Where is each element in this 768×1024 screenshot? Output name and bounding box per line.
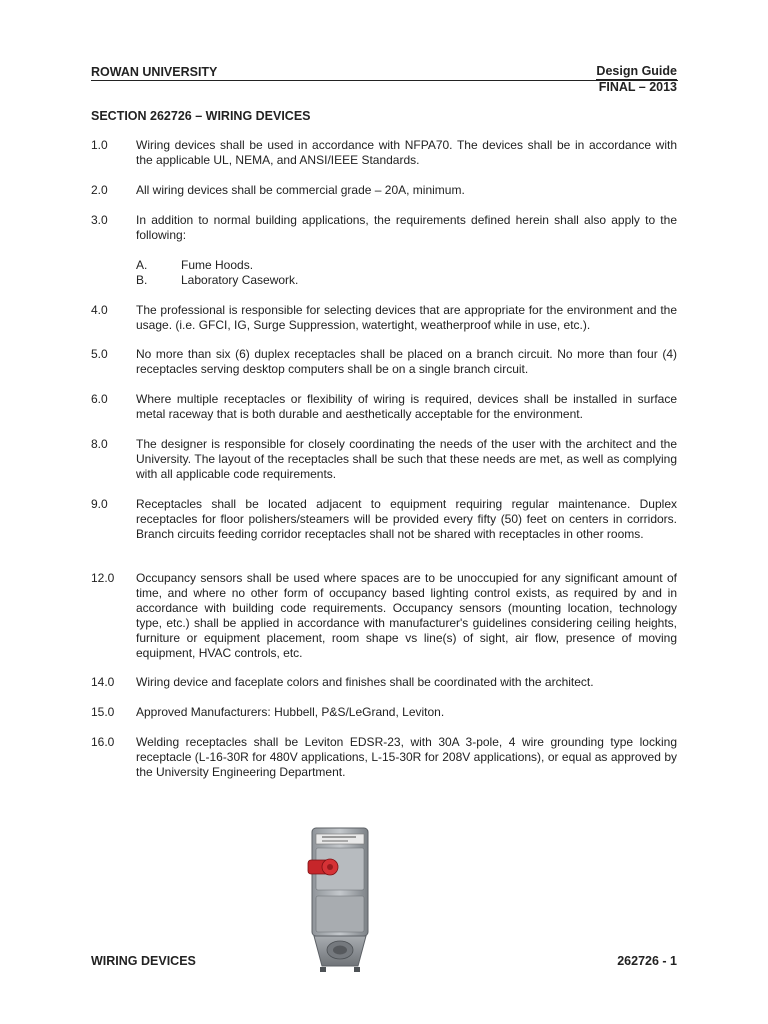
item-number: 2.0 — [91, 183, 108, 197]
list-item — [91, 213, 677, 243]
list-item — [91, 347, 677, 377]
sub-item-letter: B. — [136, 273, 148, 287]
list-item — [91, 303, 677, 333]
item-number: 3.0 — [91, 213, 108, 227]
list-item — [91, 675, 677, 690]
item-text: In addition to normal building applications, the requirements defined herein shall also apply to the following: — [136, 213, 677, 242]
list-item — [91, 735, 677, 780]
welding-receptacle-photo — [300, 826, 380, 974]
list-item — [91, 571, 677, 661]
footer-section: WIRING DEVICES — [91, 954, 196, 968]
item-number: 15.0 — [91, 705, 115, 719]
item-text: All wiring devices shall be commercial grade – 20A, minimum. — [136, 183, 465, 197]
item-number: 1.0 — [91, 138, 108, 152]
list-item — [91, 497, 677, 542]
list-item — [91, 138, 677, 168]
header-guide: Design Guide — [596, 64, 677, 78]
item-number: 8.0 — [91, 437, 108, 451]
item-text: Welding receptacles shall be Leviton EDSR-23, with 30A 3-pole, 4 wire grounding type locking receptacle (L-16-30R for 480V applications, L-15-30R for 208V applications), or equal as approved by the University Engineering Department. — [136, 735, 677, 779]
item-text: Where multiple receptacles or flexibility of wiring is required, devices shall be installed in surface metal raceway that is both durable and aesthetically acceptable for the environment. — [136, 392, 677, 421]
item-number: 9.0 — [91, 497, 108, 511]
item-text: Wiring devices shall be used in accordance with NFPA70. The devices shall be in accordance with the applicable UL, NEMA, and ANSI/IEEE Standards. — [136, 138, 677, 167]
item-number: 16.0 — [91, 735, 115, 749]
footer-page-number: 262726 - 1 — [617, 954, 677, 968]
item-text: Approved Manufacturers: Hubbell, P&S/LeGrand, Leviton. — [136, 705, 445, 719]
list-item — [91, 392, 677, 422]
item-number: 12.0 — [91, 571, 115, 585]
item-text: Wiring device and faceplate colors and finishes shall be coordinated with the architect. — [136, 675, 594, 689]
item-text: Receptacles shall be located adjacent to equipment requiring regular maintenance. Duplex receptacles for floor polishers/steamers will be provided every fifty (50) feet on centers in corridors. Branch circuits feeding corridor receptacles shall not be shared with receptacles in other rooms. — [136, 497, 677, 541]
item-text: The professional is responsible for selecting devices that are appropriate for the environment and the usage. (i.e. GFCI, IG, Surge Suppression, watertight, weatherproof while in use, etc.). — [136, 303, 677, 332]
sub-item-text: Fume Hoods. — [181, 258, 254, 272]
header-university: ROWAN UNIVERSITY — [91, 64, 678, 81]
item-text: Occupancy sensors shall be used where spaces are to be unoccupied for any significant amount of time, and where no other form of occupancy based lighting control exists, as required by and in accordance with building code requirements. Occupancy sensors (mounting location, technology type, etc.) shall be applied in accordance with manufacturer's guidelines considering ceiling heights, furniture or equipment placement, room shape vs line(s) of sight, air flow, presence of moving equipment, HVAC controls, etc. — [136, 571, 677, 660]
header-version: FINAL – 2013 — [598, 80, 677, 94]
item-number: 4.0 — [91, 303, 108, 317]
item-text: The designer is responsible for closely coordinating the needs of the user with the architect and the University. The layout of the receptacles shall be such that these needs are met, as well as complying with all applicable code requirements. — [136, 437, 677, 481]
section-title: SECTION 262726 – WIRING DEVICES — [91, 109, 311, 123]
list-item — [91, 183, 677, 198]
sub-item-letter: A. — [136, 258, 148, 272]
list-item — [91, 705, 677, 720]
item-number: 5.0 — [91, 347, 108, 361]
sub-item-text: Laboratory Casework. — [181, 273, 299, 287]
item-number: 14.0 — [91, 675, 115, 689]
list-item — [91, 437, 677, 482]
item-number: 6.0 — [91, 392, 108, 406]
header-right — [596, 64, 677, 95]
item-text: No more than six (6) duplex receptacles shall be placed on a branch circuit. No more than four (4) receptacles serving desktop computers shall be on a single branch circuit. — [136, 347, 677, 376]
